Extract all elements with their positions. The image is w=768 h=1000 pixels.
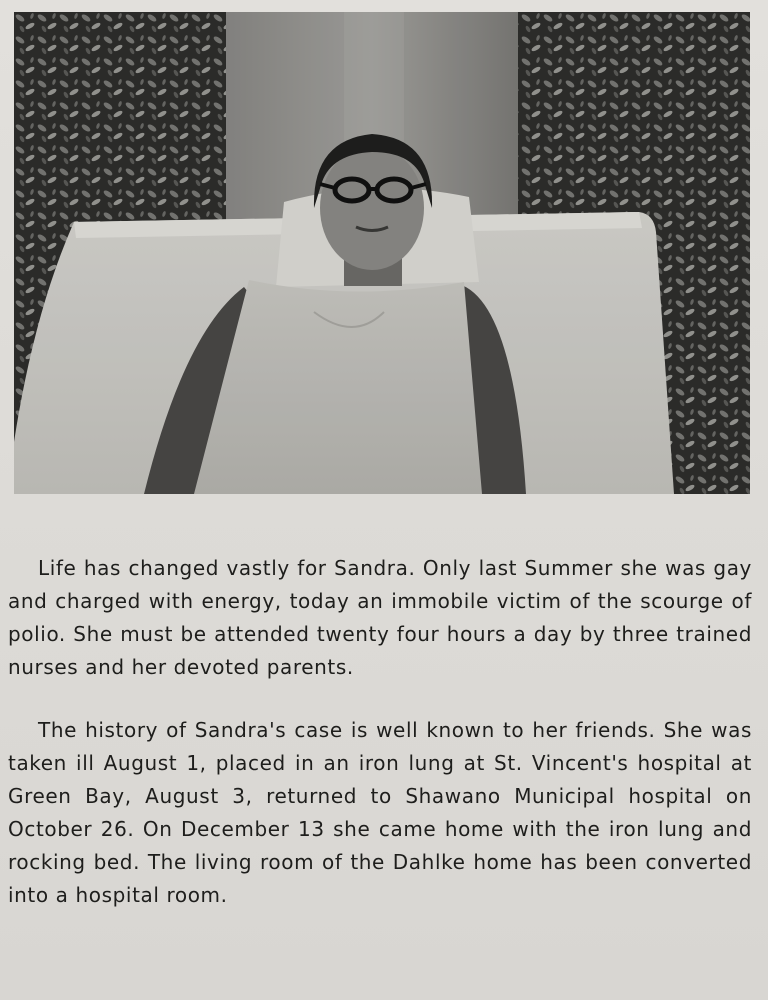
article-body: [8, 552, 752, 912]
woman-with-glasses-in-bed-icon: [14, 12, 750, 494]
halftone-photograph: [14, 12, 750, 494]
article-paragraph: The history of Sandra's case is well known to her friends. She was taken ill August 1, placed in an iron lung at St. Vincent's hospital at Green Bay, August 3, returned to Shawano Municipal hospital on October 26. On December 13 she came home with the iron lung and rocking bed. The living room of the Dahlke home has been converted into a hospital room.: [8, 718, 752, 907]
article-paragraph: Life has changed vastly for Sandra. Only last Summer she was gay and charged with energy, today an immobile victim of the scourge of polio. She must be attended twenty four hours a day by three trained nurses and her devoted parents.: [8, 556, 752, 679]
